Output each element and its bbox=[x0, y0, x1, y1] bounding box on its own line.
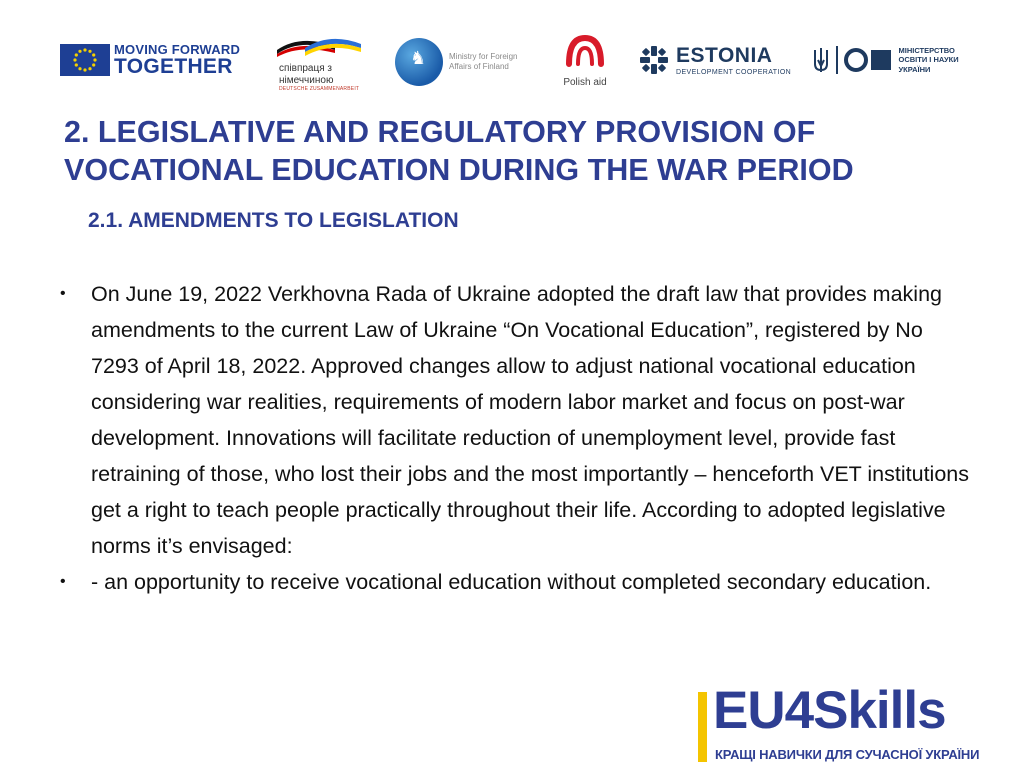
bullet-list bbox=[60, 276, 970, 600]
bullet-dot-icon: • bbox=[60, 285, 66, 302]
ukraine-ministry-education-logo bbox=[812, 46, 959, 74]
finland-logo-line2: Affairs of Finland bbox=[449, 62, 509, 71]
logo-separator bbox=[836, 46, 838, 74]
ukraine-ministry-line1: МІНІСТЕРСТВО bbox=[898, 46, 955, 55]
eu-logo-text bbox=[114, 43, 240, 77]
eu4skills-name: EU4Skills bbox=[713, 681, 946, 740]
eu-logo-line1: MOVING FORWARD bbox=[114, 42, 241, 57]
eu4skills-logo bbox=[698, 681, 980, 762]
german-cooperation-logo bbox=[275, 36, 365, 90]
trident-icon bbox=[812, 46, 830, 74]
estonia-logo-text bbox=[676, 45, 791, 76]
finland-logo-text bbox=[449, 52, 517, 73]
bullet-item bbox=[60, 276, 970, 564]
german-logo-line3: DEUTSCHE ZUSAMMENARBEIT bbox=[279, 86, 360, 92]
eu4skills-tagline: КРАЩІ НАВИЧКИ ДЛЯ СУЧАСНОЇ УКРАЇНИ bbox=[715, 747, 980, 762]
finland-lion-emblem-icon: ♞ bbox=[395, 38, 443, 86]
estonia-star-icon bbox=[638, 44, 670, 76]
german-logo-line2: німеччиною bbox=[279, 74, 334, 86]
slide-subtitle: 2.1. AMENDMENTS TO LEGISLATION bbox=[88, 209, 459, 232]
eu4skills-yellow-bar bbox=[698, 692, 707, 762]
eu-logo-line2: TOGETHER bbox=[114, 55, 233, 78]
polish-aid-logo bbox=[555, 34, 615, 88]
finland-ministry-logo bbox=[395, 38, 517, 86]
square-mark-icon bbox=[871, 50, 891, 70]
estonia-logo-line2: DEVELOPMENT COOPERATION bbox=[676, 68, 792, 76]
ukraine-ministry-line3: УКРАЇНИ bbox=[898, 64, 931, 74]
polish-aid-text: Polish aid bbox=[563, 77, 607, 88]
finland-logo-line1: Ministry for Foreign bbox=[449, 51, 518, 61]
german-ukrainian-flag-icon bbox=[275, 36, 363, 58]
bullet-text: On June 19, 2022 Verkhovna Rada of Ukraine adopted the draft law that provides making amendments to the current Law of Ukraine “On Vocational Education”, registered by No 7293 of April 18, 2022. Approved changes allow to adjust national vocational education considering war realities, requirements of modern labor market and focus on post-war development. Innovations will facilitate reduction of unemployment level, provide fast retraining of those, who lost their jobs and the most importantly – henceforth VET institutions get a right to teach people practically throughout their life. According to adopted legislative norms it’s envisaged: bbox=[91, 282, 969, 558]
bullet-item bbox=[60, 564, 970, 600]
german-logo-line1: співпраця з bbox=[279, 63, 332, 74]
estonia-logo-line1: ESTONIA bbox=[676, 43, 773, 67]
estonia-development-logo bbox=[638, 44, 791, 76]
eu-moving-forward-logo bbox=[60, 43, 240, 77]
eu-flag-icon bbox=[60, 44, 110, 76]
polish-aid-icon bbox=[563, 34, 607, 70]
slide-title: 2. LEGISLATIVE AND REGULATORY PROVISION OF VOCATIONAL EDUCATION DURING THE WAR PERIOD bbox=[64, 115, 854, 187]
ukraine-ministry-text bbox=[899, 46, 959, 74]
bullet-dot-icon: • bbox=[60, 573, 66, 590]
circle-mark-icon bbox=[844, 48, 868, 72]
bullet-text: - an opportunity to receive vocational education without completed secondary education. bbox=[91, 570, 932, 594]
partner-logos bbox=[60, 30, 980, 90]
ukraine-ministry-line2: ОСВІТИ І НАУКИ bbox=[898, 55, 959, 65]
